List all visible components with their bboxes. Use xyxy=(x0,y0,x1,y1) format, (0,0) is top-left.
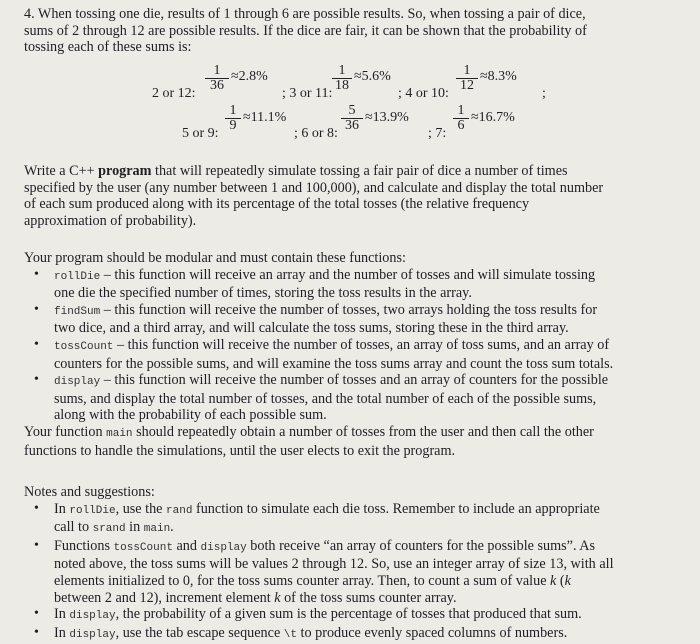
function-item-rollDie xyxy=(24,267,674,302)
prob-label-5-9: 5 or 9: xyxy=(182,126,219,141)
inline-code: rand xyxy=(166,504,193,517)
math-variable: k xyxy=(550,572,557,589)
inline-code: main xyxy=(143,523,171,536)
note-line: • Functions tossCount and display both receive “an array of counters for the possible sums”. As xyxy=(54,537,596,554)
prob-approx-5-9: ≈11.1% xyxy=(243,110,287,125)
intro-line: tossing each of these sums is: xyxy=(24,39,192,56)
functions-intro: Your program should be modular and must contain these functions: xyxy=(24,250,406,266)
prob-fraction-6-8: $\frac{5}{36}$ xyxy=(341,104,363,133)
function-line: two dice, and a third array, and will calculate the toss sums, storing these in the third array. xyxy=(54,320,569,337)
functions-section xyxy=(24,250,674,459)
main-line: functions to handle the simulations, until the user elects to exit the program. xyxy=(24,442,456,459)
functions-list xyxy=(24,267,674,424)
function-item-display xyxy=(24,372,674,424)
prob-approx-7: ≈16.7% xyxy=(471,110,515,125)
task-paragraph xyxy=(24,163,674,229)
note-line: • In display, use the tab escape sequence \t to produce evenly spaced columns of numbers. xyxy=(54,624,568,641)
note-line: • In rollDie, use the rand function to simulate each die toss. Remember to include an appropriate xyxy=(54,500,600,517)
inline-code: display xyxy=(69,628,116,641)
prob-fraction-4-10: $\frac{1}{12}$ xyxy=(456,64,478,93)
function-item-findSum xyxy=(24,302,674,337)
note-item xyxy=(24,625,674,644)
math-variable: k xyxy=(564,572,571,589)
intro-line: sums of 2 through 12 are possible results. If the dice are fair, it can be shown that the probability of xyxy=(24,22,587,39)
function-line: • findSum – this function will receive the number of tosses, two arrays holding the toss results for xyxy=(54,301,598,318)
inline-code: tossCount xyxy=(113,541,173,554)
note-item xyxy=(24,501,674,538)
task-line: of each sum produced along with its percentage of the total tosses (the relative frequency xyxy=(24,196,530,213)
task-line: specified by the user (any number between 1 and 100,000), and calculate and display the total number xyxy=(24,179,604,196)
prob-approx-3-11: ≈5.6% xyxy=(354,69,391,84)
prob-fraction-5-9: $\frac{1}{9}$ xyxy=(225,104,241,133)
task-line: Write a C++ program that will repeatedly simulate tossing a fair pair of dice a number of times xyxy=(24,163,568,179)
note-item xyxy=(24,538,674,606)
prob-separator: ; xyxy=(542,86,546,101)
inline-code: display xyxy=(200,541,247,554)
inline-code: \t xyxy=(283,628,297,641)
prob-label-4-10: ; 4 or 10: xyxy=(398,86,449,101)
prob-approx-4-10: ≈8.3% xyxy=(480,69,517,84)
inline-code: rollDie xyxy=(69,504,116,517)
function-line: • tossCount – this function will receive the number of tosses, an array of toss sums, and an array of xyxy=(54,336,610,353)
notes-list xyxy=(24,501,674,644)
math-variable: k xyxy=(274,589,281,606)
function-line: • rollDie – this function will receive an array and the number of tosses and will simulate tossing xyxy=(54,266,596,283)
prob-label-3-11: ; 3 or 11: xyxy=(282,86,333,101)
function-name: findSum xyxy=(54,305,101,318)
function-line: • display – this function will receive the number of tosses and an array of counters for the possible xyxy=(54,372,609,389)
prob-approx-6-8: ≈13.9% xyxy=(365,110,409,125)
intro-paragraph xyxy=(24,6,674,56)
function-line: sums, and display the total number of tosses, and the total number of each of the possible sums, xyxy=(54,390,597,407)
function-line: one die the specified number of times, storing the toss results in the array. xyxy=(54,285,472,302)
prob-label-2-12: 2 or 12: xyxy=(152,86,196,101)
prob-label-7: ; 7: xyxy=(428,126,447,141)
function-line: along with the probability of each possible sum. xyxy=(54,407,327,424)
main-line: Your function main should repeatedly obtain a number of tosses from the user and then call the other xyxy=(24,423,594,440)
note-line: • In display, the probability of a given sum is the percentage of tosses that produced that sum. xyxy=(54,606,582,623)
prob-approx-2-12: ≈2.8% xyxy=(231,69,268,84)
inline-code: srand xyxy=(92,523,126,536)
notes-title: Notes and suggestions: xyxy=(24,484,155,500)
function-line: counters for the possible sums, and will examine the toss sums array and count the toss sum totals. xyxy=(54,355,614,372)
prob-fraction-2-12: $\frac{1}{36}$ xyxy=(205,64,229,93)
prob-fraction-7: $\frac{1}{6}$ xyxy=(453,104,469,133)
function-name: display xyxy=(54,376,101,389)
prob-fraction-3-11: $\frac{1}{18}$ xyxy=(332,64,352,93)
notes-section xyxy=(24,484,674,643)
inline-code: display xyxy=(69,610,116,623)
intro-line: 4. When tossing one die, results of 1 through 6 are possible results. So, when tossing a pair of dice, xyxy=(24,6,586,22)
note-line: call to srand in main. xyxy=(54,519,174,536)
function-name: tossCount xyxy=(54,340,114,353)
prob-label-6-8: ; 6 or 8: xyxy=(294,126,338,141)
function-name: rollDie xyxy=(54,270,101,283)
task-line: approximation of probability). xyxy=(24,212,197,229)
note-line: elements initialized to 0, for the toss sums counter array. Then, to count a sum of value k (k xyxy=(54,572,571,589)
note-line: between 2 and 12), increment element k of the toss sums counter array. xyxy=(54,589,457,606)
function-item-tossCount xyxy=(24,337,674,372)
note-item xyxy=(24,606,674,625)
note-line: noted above, the toss sums will be values 2 through 12. So, use an integer array of size 13, with all xyxy=(54,556,614,573)
